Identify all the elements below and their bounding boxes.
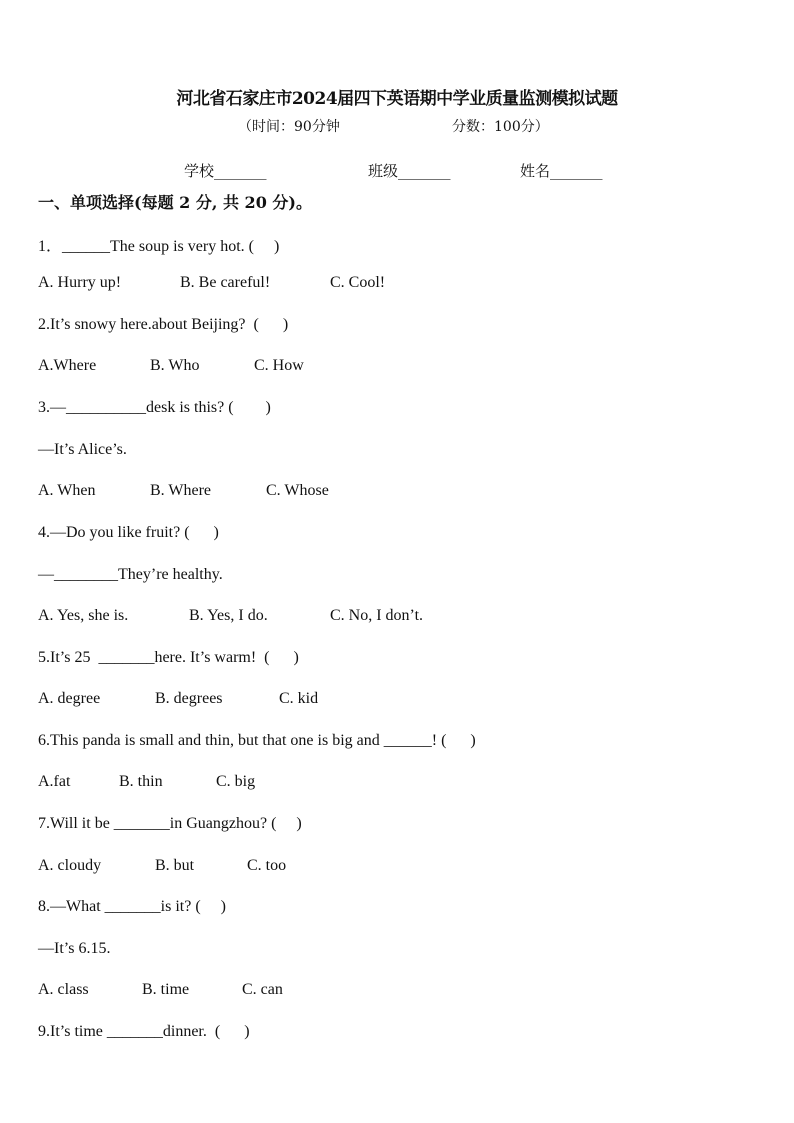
page-title: 河北省石家庄市2024届四下英语期中学业质量监测模拟试题 <box>176 89 618 109</box>
exam-time: （时间：90分钟 <box>238 119 340 135</box>
option-5a[interactable]: A. degree <box>38 690 101 707</box>
question-1: 1．______The soup is very hot. ( ) <box>38 238 280 255</box>
option-6a[interactable]: A.fat <box>38 773 71 790</box>
option-3b[interactable]: B. Where <box>150 482 212 499</box>
option-8c[interactable]: C. can <box>242 981 283 998</box>
options-4 <box>38 607 423 625</box>
options-2 <box>38 357 304 375</box>
option-4c[interactable]: C. No, I don’t. <box>330 607 424 624</box>
option-5b[interactable]: B. degrees <box>155 690 223 707</box>
option-4b[interactable]: B. Yes, I do. <box>189 607 268 624</box>
question-5: 5.It’s 25 _______here. It’s warm! ( ) <box>38 649 299 666</box>
option-6b[interactable]: B. thin <box>119 773 163 790</box>
options-8 <box>38 981 283 999</box>
option-8a[interactable]: A. class <box>38 981 89 998</box>
option-7a[interactable]: A. cloudy <box>38 857 102 874</box>
question-7: 7.Will it be _______in Guangzhou? ( ) <box>38 815 302 832</box>
option-2c[interactable]: C. How <box>254 357 304 374</box>
option-4a[interactable]: A. Yes, she is. <box>38 607 129 624</box>
option-1c[interactable]: C. Cool! <box>330 274 386 291</box>
question-2: 2.It’s snowy here.about Beijing? ( ) <box>38 316 289 333</box>
question-3: 3.—__________desk is this? ( ) <box>38 399 271 416</box>
question-4: 4.—Do you like fruit? ( ) <box>38 524 219 541</box>
question-8-response: —It’s 6.15. <box>38 940 111 957</box>
option-2a[interactable]: A.Where <box>38 357 97 374</box>
question-6: 6.This panda is small and thin, but that one is big and ______! ( ) <box>38 732 476 749</box>
option-1a[interactable]: A. Hurry up! <box>38 274 122 291</box>
class-field[interactable]: 班级_______ <box>368 162 451 180</box>
options-6 <box>38 773 255 791</box>
option-6c[interactable]: C. big <box>216 773 256 790</box>
option-2b[interactable]: B. Who <box>150 357 200 374</box>
option-7b[interactable]: B. but <box>155 857 195 874</box>
exam-score: 分数：100分） <box>452 119 549 135</box>
question-9: 9.It’s time _______dinner. ( ) <box>38 1023 250 1040</box>
options-3 <box>38 482 329 500</box>
name-field[interactable]: 姓名_______ <box>520 162 603 180</box>
options-1 <box>38 274 385 292</box>
option-5c[interactable]: C. kid <box>279 690 319 707</box>
option-8b[interactable]: B. time <box>142 981 190 998</box>
question-8: 8.—What _______is it? ( ) <box>38 898 226 915</box>
option-3c[interactable]: C. Whose <box>266 482 329 499</box>
option-7c[interactable]: C. too <box>247 857 287 874</box>
question-3-response: —It’s Alice’s. <box>38 441 127 458</box>
option-1b[interactable]: B. Be careful! <box>180 274 271 291</box>
school-field[interactable]: 学校_______ <box>184 162 267 180</box>
section-heading: 一、单项选择(每题 2 分, 共 20 分)。 <box>38 193 312 212</box>
option-3a[interactable]: A. When <box>38 482 96 499</box>
options-5 <box>38 690 318 708</box>
question-4-response: —________They’re healthy. <box>38 566 223 583</box>
options-7 <box>38 857 286 875</box>
